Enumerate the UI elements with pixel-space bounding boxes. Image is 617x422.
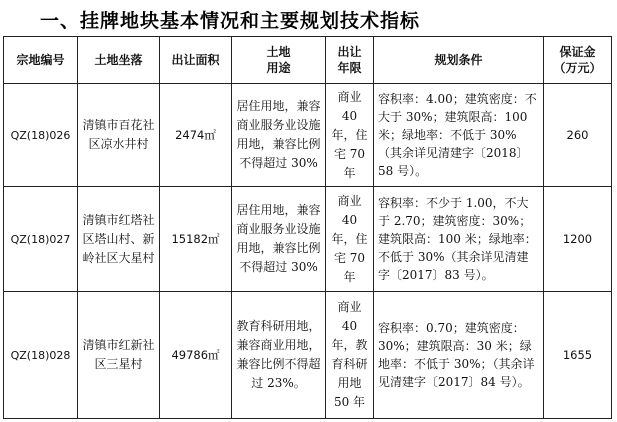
cell-term: 商业 40 年，住宅 70 年 xyxy=(326,84,374,187)
cell-deposit: 1200 xyxy=(544,187,612,292)
header-deposit-line1: 保证金 xyxy=(559,45,596,59)
header-deposit xyxy=(544,37,612,84)
cell-location: 清镇市红新社区三星村 xyxy=(78,292,160,419)
table-row xyxy=(4,292,612,419)
cell-term: 商业 40 年，教育科研用地 50 年 xyxy=(326,292,374,419)
header-conditions: 规划条件 xyxy=(374,37,544,84)
cell-conditions: 容积率：4.00；建筑密度：不大于 30%；建筑限高：100 米；绿地率：不低于 30%（其余详见清建字〔2018〕58 号）。 xyxy=(374,84,544,187)
cell-conditions: 容积率：0.70；建筑密度：30%；建筑限高：30 米；绿地率：不低于 30%；（其余详见清建字〔2017〕84 号）。 xyxy=(374,292,544,419)
cell-deposit: 1655 xyxy=(544,292,612,419)
header-area: 出让面积 xyxy=(160,37,232,84)
cell-use: 居住用地，兼容商业服务业设施用地，兼容比例不得超过 30% xyxy=(232,84,326,187)
cell-use: 居住用地，兼容商业服务业设施用地，兼容比例不得超过 30% xyxy=(232,187,326,292)
table-header-row xyxy=(4,37,612,84)
cell-code: QZ(18)027 xyxy=(4,187,78,292)
header-use xyxy=(232,37,326,84)
cell-code: QZ(18)028 xyxy=(4,292,78,419)
cell-area: 15182㎡ xyxy=(160,187,232,292)
header-use-line2: 用途 xyxy=(266,61,291,75)
cell-deposit: 260 xyxy=(544,84,612,187)
cell-area: 2474㎡ xyxy=(160,84,232,187)
cell-use: 教育科研用地，兼容商业用地，兼容比例不得超过 23%。 xyxy=(232,292,326,419)
cell-term: 商业 40 年，住宅 70 年 xyxy=(326,187,374,292)
section-heading: 一、挂牌地块基本情况和主要规划技术指标 xyxy=(40,10,421,32)
header-term-line1: 出让 xyxy=(337,45,362,59)
land-parcel-table xyxy=(3,36,612,419)
header-term-line2: 年限 xyxy=(337,61,362,75)
cell-area: 49786㎡ xyxy=(160,292,232,419)
cell-conditions: 容积率：不少于 1.00，不大于 2.70；建筑密度：30%；建筑限高：100 米；绿地率：不低于 30%（其余详见清建字〔2017〕83 号）。 xyxy=(374,187,544,292)
cell-location: 清镇市红塔社区塔山村、新岭社区大星村 xyxy=(78,187,160,292)
table-row xyxy=(4,187,612,292)
cell-code: QZ(18)026 xyxy=(4,84,78,187)
table-row xyxy=(4,84,612,187)
header-code: 宗地编号 xyxy=(4,37,78,84)
header-location: 土地坐落 xyxy=(78,37,160,84)
header-use-line1: 土地 xyxy=(266,45,291,59)
header-term xyxy=(326,37,374,84)
cell-location: 清镇市百花社区凉水井村 xyxy=(78,84,160,187)
header-deposit-line2: （万元） xyxy=(553,61,602,75)
